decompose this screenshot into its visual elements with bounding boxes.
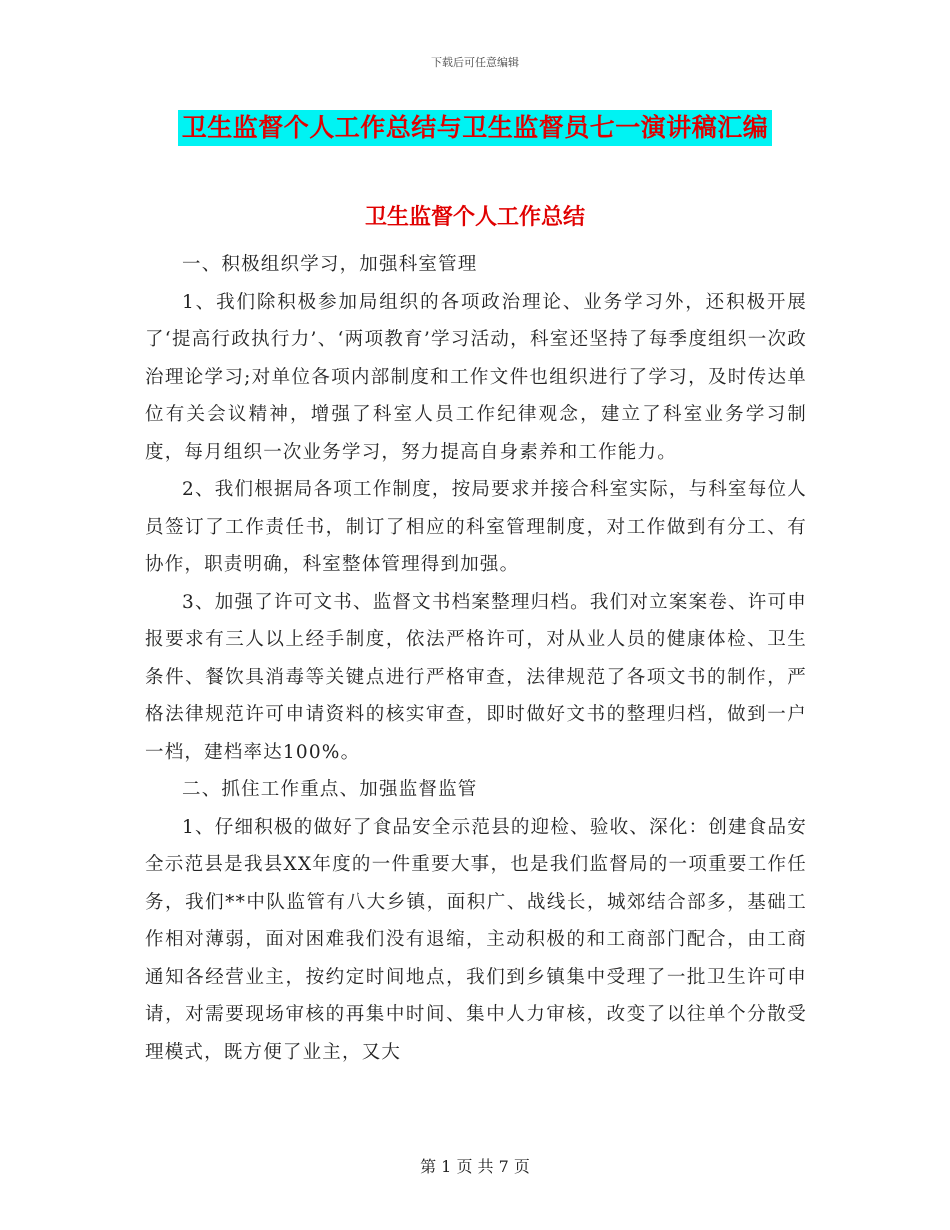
- paragraph: 1、仔细积极的做好了食品安全示范县的迎检、验收、深化：创建食品安全示范县是我县XX年度的一件重要大事，也是我们监督局的一项重要工作任务，我们**中队监管有八大乡镇，面积广、战线长，城郊结合部多，基础工作相对薄弱，面对困难我们没有退缩，主动积极的和工商部门配合，由工商通知各经营业主，按约定时间地点，我们到乡镇集中受理了一批卫生许可申请，对需要现场审核的再集中时间、集中人力审核，改变了以往单个分散受理模式，既方便了业主，又大: [145, 816, 807, 1063]
- document-title-container: [0, 110, 950, 146]
- page-header-note: 下载后可任意编辑: [431, 56, 519, 69]
- heading-part-two: 二、抓住工作重点、加强监督监管: [182, 779, 478, 800]
- paragraph: 2、我们根据局各项工作制度，按局要求并接合科室实际，与科室每位人员签订了工作责任书，制订了相应的科室管理制度，对工作做到有分工、有协作，职责明确，科室整体管理得到加强。: [145, 479, 807, 575]
- heading-part-one: 一、积极组织学习，加强科室管理: [182, 254, 478, 275]
- document-body: [145, 246, 807, 1071]
- document-title: 卫生监督个人工作总结与卫生监督员七一演讲稿汇编: [178, 110, 773, 146]
- page-footer: 第 1 页 共 7 页: [420, 1157, 530, 1176]
- paragraph: 1、我们除积极参加局组织的各项政治理论、业务学习外，还积极开展了‘提高行政执行力’、‘两项教育’学习活动，科室还坚持了每季度组织一次政治理论学习;对单位各项内部制度和工作文件也组织进行了学习，及时传达单位有关会议精神，增强了科室人员工作纪律观念，建立了科室业务学习制度，每月组织一次业务学习，努力提高自身素养和工作能力。: [145, 291, 807, 463]
- section-title: 卫生监督个人工作总结: [364, 204, 585, 230]
- paragraph: 3、加强了许可文书、监督文书档案整理归档。我们对立案案卷、许可申报要求有三人以上经手制度，依法严格许可，对从业人员的健康体检、卫生条件、餐饮具消毒等关键点进行严格审查，法律规范了各项文书的制作，严格法律规范许可申请资料的核实审查，即时做好文书的整理归档，做到一户一档，建档率达100%。: [145, 591, 807, 763]
